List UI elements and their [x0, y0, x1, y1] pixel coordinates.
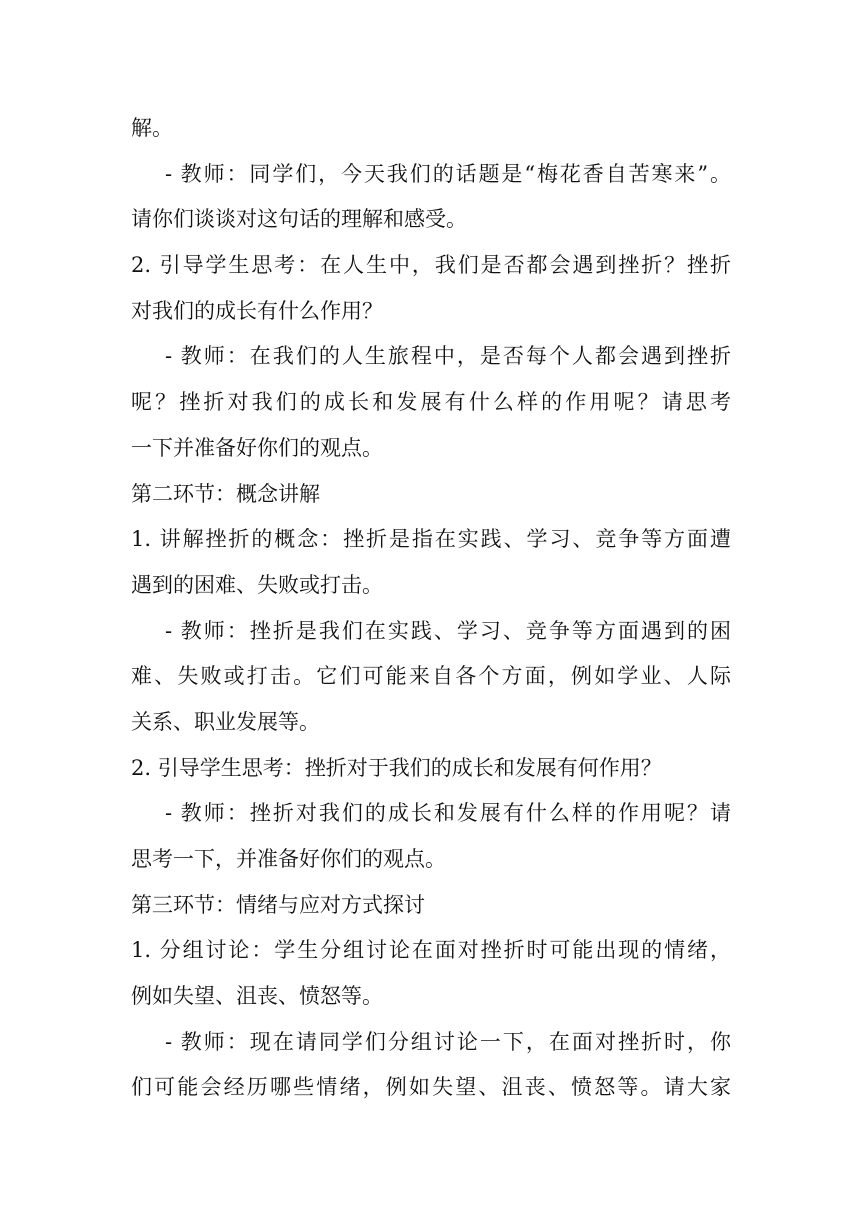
text-line: 遇到的困难、失败或打击。 — [131, 572, 383, 597]
text-line: 思考一下，并准备好你们的观点。 — [131, 847, 446, 871]
document-body — [131, 106, 731, 1111]
text-line: 2. 引导学生思考：挫折对于我们的成长和发展有何作用？ — [131, 755, 662, 780]
section-heading: 第二环节：概念讲解 — [131, 481, 320, 506]
text-line: 关系、职业发展等。 — [131, 709, 320, 734]
text-line: 1. 讲解挫折的概念：挫折是指在实践、学习、竞争等方面遭 — [131, 527, 731, 552]
text-line: - 教师：同学们，今天我们的话题是“梅花香自苦寒来”。 — [165, 161, 731, 186]
text-line: 解。 — [131, 116, 173, 140]
text-line: - 教师：挫折对我们的成长和发展有什么样的作用呢？请 — [165, 801, 731, 826]
text-line: 难、失败或打击。它们可能来自各个方面，例如学业、人际 — [131, 664, 731, 689]
text-line: - 教师：在我们的人生旅程中，是否每个人都会遇到挫折 — [165, 344, 731, 369]
text-line: 对我们的成长有什么作用？ — [131, 298, 383, 323]
text-line: 们可能会经历哪些情绪，例如失望、沮丧、愤怒等。请大家 — [131, 1075, 731, 1100]
text-line: - 教师：现在请同学们分组讨论一下，在面对挫折时，你 — [165, 1029, 731, 1054]
text-line: - 教师：挫折是我们在实践、学习、竞争等方面遇到的困 — [165, 618, 731, 643]
text-line: 请你们谈谈对这句话的理解和感受。 — [131, 207, 467, 232]
text-line: 1. 分组讨论：学生分组讨论在面对挫折时可能出现的情绪， — [131, 938, 731, 963]
text-line: 例如失望、沮丧、愤怒等。 — [131, 984, 383, 1009]
text-line: 2. 引导学生思考：在人生中，我们是否都会遇到挫折？挫折 — [131, 253, 731, 278]
text-line: 呢？挫折对我们的成长和发展有什么样的作用呢？请思考 — [131, 390, 731, 415]
section-heading: 第三环节：情绪与应对方式探讨 — [131, 892, 425, 917]
text-line: 一下并准备好你们的观点。 — [131, 435, 383, 460]
